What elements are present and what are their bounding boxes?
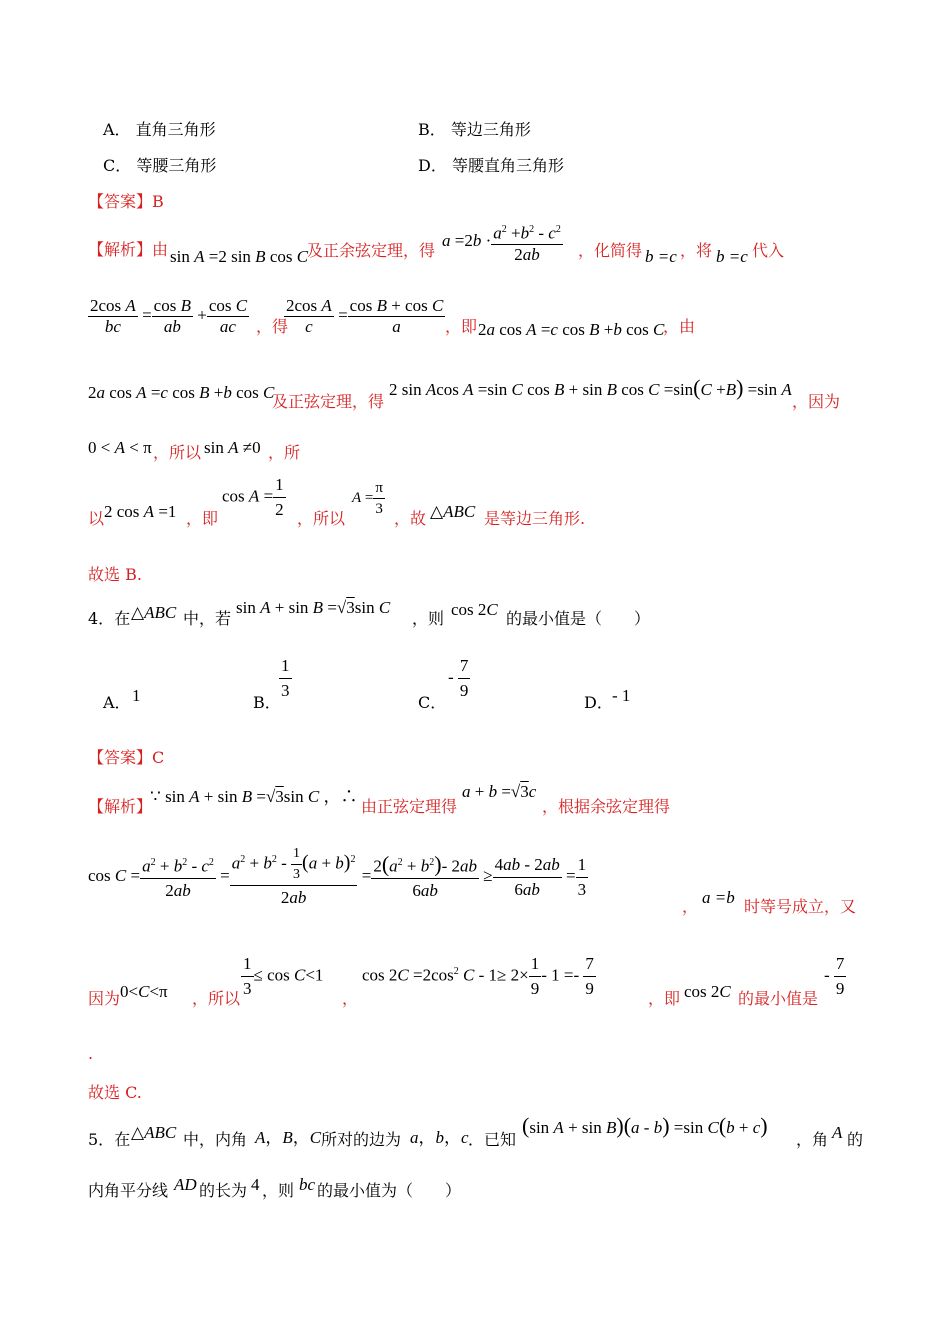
formula-cos-fractions: $\frac{\text{2cos A}}{bc}$ = $\frac{\text{cos B}}{ab}$ + $\frac{\text{cos C}}{ac}$ bbox=[90, 296, 248, 336]
q4-analysis-tag: 【解析】 bbox=[88, 797, 153, 816]
conclusion: 故选 C. bbox=[88, 1083, 142, 1102]
formula-2cosa: 2 cos A =1 bbox=[104, 502, 177, 521]
formula-sin-relation: sin A =2 sin B cos C bbox=[170, 247, 309, 266]
formula-angles: A，B，C bbox=[255, 1128, 322, 1147]
text: 代入 bbox=[752, 241, 785, 260]
formula-cosc-chain: cos C = $\frac{a^2 + b^2 - c^2}{2ab}$ = $a^2 + b^2$ - $\frac{1}{3}$ $(a + b)^2$ 2ab = $\frac{2(a^2 + b^2)- 2ab}{6ab}$ ≥ $\frac{4ab - 2ab}{6ab}$ = $\frac{1}{3}$ bbox=[88, 846, 587, 907]
formula-ad: AD bbox=[174, 1175, 197, 1194]
option-c: C． 等腰三角形 bbox=[103, 156, 217, 175]
text: 中，若 bbox=[183, 609, 232, 628]
text: ，因为 bbox=[792, 392, 841, 411]
formula-4: 4 bbox=[251, 1175, 260, 1194]
text: . bbox=[88, 1044, 94, 1063]
text: 时等号成立，又 bbox=[744, 897, 857, 916]
formula-a-range: 0 < A < π bbox=[88, 438, 152, 457]
text: ，则 bbox=[262, 1181, 295, 1200]
option-c-label: C． bbox=[418, 693, 447, 712]
text: ，将 bbox=[680, 241, 713, 260]
formula-cos2c: cos 2C bbox=[684, 982, 731, 1001]
option-a-value: 1 bbox=[132, 686, 141, 705]
text: ，由 bbox=[663, 317, 696, 336]
formula-min-value: - $\frac{7}{9}$ bbox=[824, 954, 845, 998]
option-a-label: A． bbox=[103, 693, 131, 712]
formula-triangle-abc: △ABC bbox=[131, 1123, 177, 1142]
comma: ， bbox=[342, 989, 359, 1008]
text: 由正弦定理得 bbox=[361, 797, 458, 816]
text: 因为 bbox=[88, 989, 121, 1008]
text: ，化简得 bbox=[578, 241, 643, 260]
option-d-value: - 1 bbox=[612, 686, 631, 705]
text: ，所 bbox=[268, 443, 301, 462]
text: 的长为 bbox=[199, 1181, 248, 1200]
text: ，得 bbox=[256, 317, 289, 336]
formula-q4-condition: sin A + sin B =√3sin C bbox=[236, 598, 391, 617]
text: 及正弦定理，得 bbox=[272, 392, 385, 411]
text: ，所以 bbox=[297, 509, 346, 528]
formula-projection: 2a cos A =c cos B +b cos C bbox=[478, 320, 665, 339]
formula-a-pi3: A = $\frac{\pi}{3}$ bbox=[352, 480, 383, 517]
q3-answer: 【答案】B bbox=[88, 192, 164, 211]
text: 的最小值是 bbox=[738, 989, 819, 1008]
formula-a-eq-b: a =b bbox=[702, 888, 735, 907]
option-c-value: - $\frac{7}{9}$ bbox=[448, 656, 469, 700]
text: 及正余弦定理，得 bbox=[307, 241, 436, 260]
formula-b-eq-c: b =c bbox=[645, 247, 677, 266]
formula-cosine-sub: a =2b · $\frac{a^2 +b^2 - c^2}{2ab}$ bbox=[442, 220, 563, 265]
text: ，故 bbox=[394, 509, 427, 528]
text: 的 bbox=[847, 1130, 864, 1149]
formula-b-eq-c-2: b =c bbox=[716, 247, 748, 266]
formula-sin-nonzero: sin A ≠0 bbox=[204, 438, 261, 457]
text: ，所以 bbox=[192, 989, 241, 1008]
text: ，则 bbox=[412, 609, 445, 628]
text: ，即 bbox=[648, 989, 681, 1008]
text: ，即 bbox=[445, 317, 478, 336]
option-d: D． 等腰直角三角形 bbox=[418, 156, 564, 175]
formula-cosa-half: cos A = $\frac{1}{2}$ bbox=[222, 475, 284, 519]
option-b-value: $\frac{1}{3}$ bbox=[281, 656, 290, 700]
formula-projection-2: 2a cos A =c cos B +b cos C bbox=[88, 383, 275, 402]
option-b-label: B． bbox=[253, 693, 281, 712]
text: 是等边三角形. bbox=[484, 509, 586, 528]
formula-c-range: 0<C<π bbox=[120, 982, 168, 1001]
formula-q5-condition: (sin A + sin B)(a - b) =sin C(b + c) bbox=[522, 1113, 768, 1138]
text: 的最小值是（ ） bbox=[506, 609, 651, 628]
formula-sine-sum: 2 sin Acos A =sin C cos B + sin B cos C =sin(C +B) =sin A bbox=[389, 375, 792, 400]
formula-cos2c-bound: $\cos 2C =2\cos^2$ C - 1≥ 2× $\frac{1}{9}$ - 1 =- $\frac{7}{9}$ bbox=[362, 954, 594, 998]
q5-stem-start: 5．在 bbox=[88, 1130, 131, 1149]
text: ，所以 bbox=[153, 443, 202, 462]
text: 内角平分线 bbox=[88, 1181, 169, 1200]
option-b: B． 等边三角形 bbox=[418, 120, 531, 139]
text: 的最小值为（ ） bbox=[317, 1181, 462, 1200]
formula-triangle-abc: △ABC bbox=[131, 603, 177, 622]
q3-analysis-tag: 【解析】由 bbox=[88, 240, 169, 259]
formula-cosc-range: $\frac{1}{3}$ ≤ cos C<1 bbox=[243, 954, 324, 998]
formula-simplified: $\frac{\text{2cos A}}{c}$ = $\frac{\text{cos B + cos C}}{a}$ bbox=[286, 296, 444, 336]
text: ，角 bbox=[796, 1130, 829, 1149]
formula-a-plus-b: a + b =√3c bbox=[462, 782, 537, 801]
text: ，根据余弦定理得 bbox=[542, 797, 671, 816]
comma: ， bbox=[682, 897, 699, 916]
formula-q4-given: ∵ sin A + sin B =√3sin C ，∴ bbox=[150, 787, 358, 806]
conclusion: 故选 B. bbox=[88, 565, 142, 584]
q4-stem-start: 4．在 bbox=[88, 609, 131, 628]
option-d-label: D． bbox=[584, 693, 613, 712]
text: 以 bbox=[88, 509, 105, 528]
q4-answer: 【答案】C bbox=[88, 748, 165, 767]
formula-sides: a，b，c bbox=[410, 1128, 469, 1147]
formula-bc: bc bbox=[299, 1175, 316, 1194]
formula-triangle-abc: △ABC bbox=[430, 502, 476, 521]
formula-angle-a: A bbox=[832, 1123, 843, 1142]
formula-cos2c: cos 2C bbox=[451, 600, 498, 619]
text: 中，内角 bbox=[183, 1130, 248, 1149]
text: ，即 bbox=[186, 509, 219, 528]
option-a: A． 直角三角形 bbox=[103, 120, 216, 139]
text: ．已知 bbox=[468, 1130, 517, 1149]
text: 所对的边为 bbox=[321, 1130, 402, 1149]
